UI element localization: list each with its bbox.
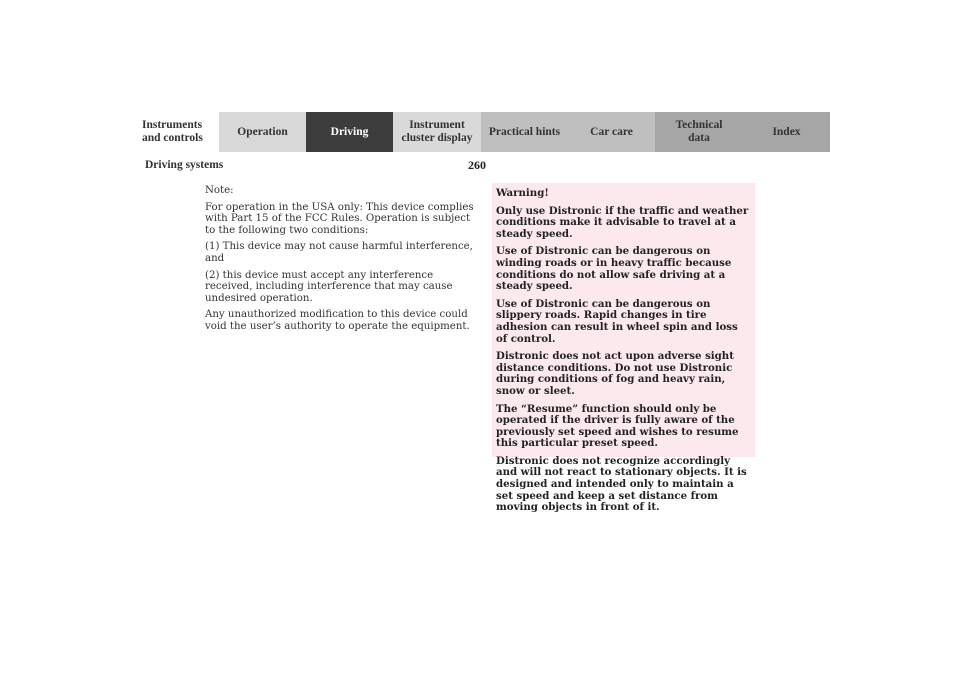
note-paragraph: (1) This device may not cause harmful interference, and: [205, 241, 473, 264]
warning-paragraph: Distronic does not recognize accordingly and will not react to stationary objects. It is designed and intended only to maintain a set speed and keep a set distance from moving objects in front of it.: [496, 454, 747, 514]
section-title: Driving systems: [145, 159, 224, 171]
tab-car-care[interactable]: Car care: [568, 112, 655, 152]
warning-box: [492, 183, 755, 514]
warning-paragraph: Use of Distronic can be dangerous on slippery roads. Rapid changes in tire adhesion can result in wheel spin and loss of control.: [496, 297, 738, 345]
tab-instruments-and-controls[interactable]: Instruments and controls: [132, 112, 219, 152]
warning-paragraph: Distronic does not act upon adverse sight distance conditions. Do not use Distronic during conditions of fog and heavy rain, snow or sleet.: [496, 350, 734, 397]
chapter-tabs: [132, 112, 830, 152]
warning-title: Warning!: [496, 187, 549, 199]
tab-index[interactable]: Index: [743, 112, 830, 152]
note-paragraph: (2) this device must accept any interference received, including interference that may cause undesired operation.: [205, 269, 453, 304]
tab-instrument-cluster-display[interactable]: Instrument cluster display: [393, 112, 481, 152]
tab-practical-hints[interactable]: Practical hints: [481, 112, 568, 152]
warning-paragraph: Use of Distronic can be dangerous on winding roads or in heavy traffic because conditions do not allow safe driving at a steady speed.: [496, 245, 732, 293]
note-paragraph: For operation in the USA only: This device complies with Part 15 of the FCC Rules. Operation is subject to the following two conditions:: [205, 201, 474, 236]
note-section: [205, 185, 477, 338]
page-number: 260: [468, 158, 486, 172]
warning-paragraph: Only use Distronic if the traffic and weather conditions make it advisable to travel at a steady speed.: [496, 204, 749, 240]
note-label: Note:: [205, 185, 234, 196]
note-paragraph: Any unauthorized modification to this device could void the user’s authority to operate the equipment.: [205, 309, 470, 332]
tab-driving[interactable]: Driving: [306, 112, 393, 152]
tab-operation[interactable]: Operation: [219, 112, 306, 152]
warning-paragraph: The “Resume” function should only be operated if the driver is fully aware of the previously set speed and wishes to resume this particular preset speed.: [496, 402, 739, 450]
tab-technical-data[interactable]: Technical data: [655, 112, 743, 152]
